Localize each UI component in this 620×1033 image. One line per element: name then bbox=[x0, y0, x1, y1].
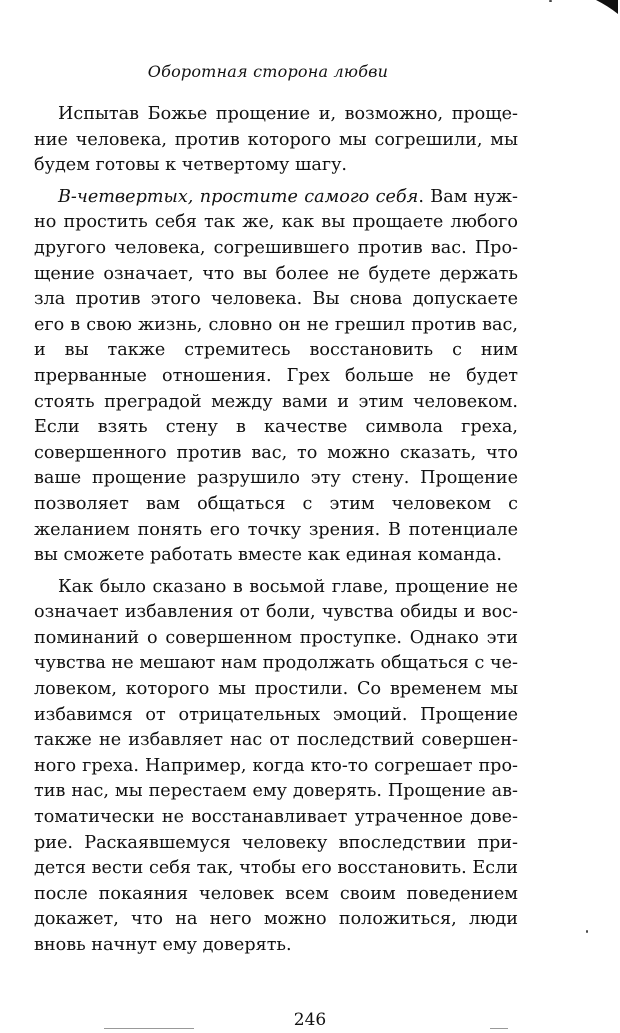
paragraph-1 bbox=[34, 102, 518, 179]
paragraph-2-text: . Вам нужно простить себя так же, как вы прощаете любого другого человека, согрешившего против вас. Прощение означает, что вы более не будете держать зла против этого человека. Вы снова допускаете его в свою жизнь, словно он не грешил против вас, и вы также стремитесь восстановить с ним прерванные отношения. Грех больше не будет стоять преградой между вами и этим человеком. Если взять стену в качестве символа греха, совершенного против вас, то можно сказать, что ваше прощение разрушило эту стену. Прощение позволяет вам общаться с этим человеком с желанием понять его точку зрения. В потенциале вы сможете работать вместе как единая команда. bbox=[34, 186, 518, 566]
paragraph-3-text: Как было сказано в восьмой главе, прощение не означает избавления от боли, чувства обиды и воспоминаний о совершенном проступке. Однако эти чувства не мешают нам продолжать общаться с человеком, которого мы простили. Со временем мы избавимся от отрицательных эмоций. Прощение также не избавляет нас от последствий совершенного греха. Например, когда кто-то согрешает против нас, мы перестаем ему доверять. Прощение автоматически не восстанавливает утраченное доверие. Раскаявшемуся человеку впоследствии придется вести себя так, чтобы его восстановить. Если после покаяния человек всем своим поведением докажет, что на него можно положиться, люди вновь начнут ему доверять. bbox=[34, 576, 518, 955]
scan-artifact bbox=[104, 1028, 194, 1029]
paragraph-3 bbox=[34, 575, 518, 959]
scan-speck bbox=[549, 0, 552, 2]
body-text bbox=[34, 102, 518, 959]
page-corner-fold-icon bbox=[596, 0, 618, 14]
paragraph-2-lead: В-четвертых, простите самого себя bbox=[58, 186, 419, 207]
page-number: 246 bbox=[293, 1010, 327, 1030]
paragraph-2 bbox=[34, 185, 518, 569]
paragraph-1-text: Испытав Божье прощение и, возможно, прощение человека, против которого мы согрешили, мы будем готовы к четвертому шагу. bbox=[34, 104, 518, 176]
running-head: Оборотная сторона любви bbox=[147, 62, 389, 81]
scan-speck bbox=[586, 930, 588, 933]
scan-artifact bbox=[490, 1028, 508, 1029]
